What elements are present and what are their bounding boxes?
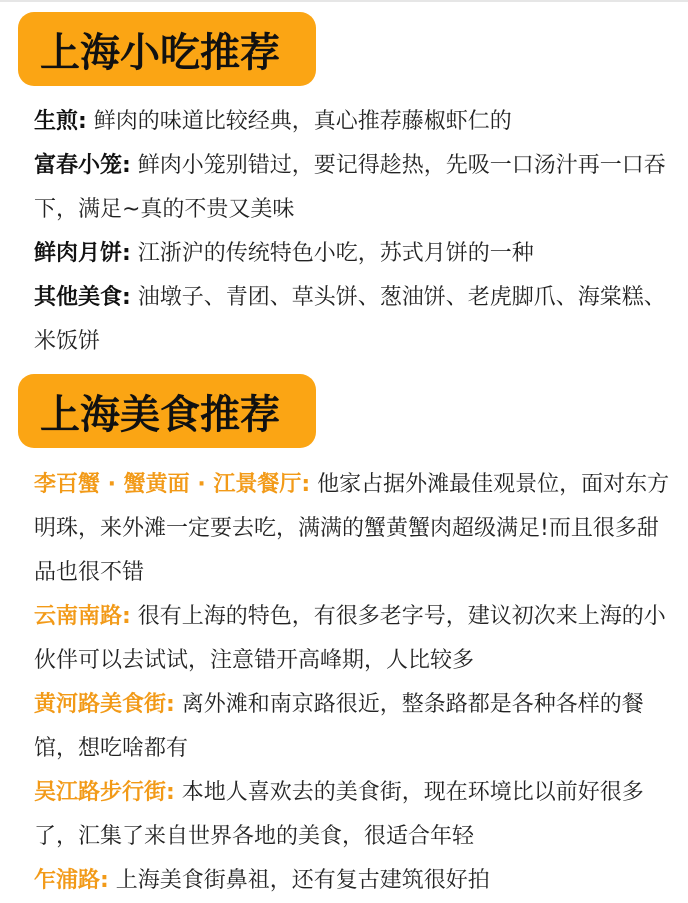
- list-item-mooncake: [34, 232, 674, 276]
- entry-text: 江浙沪的传统特色小吃，苏式月饼的一种: [130, 241, 534, 266]
- entry-label: 黄河路美食街:: [34, 692, 175, 717]
- entry-label: 富春小笼:: [34, 153, 131, 178]
- food-list: [34, 463, 674, 903]
- section-title-snacks: 上海小吃推荐: [18, 12, 316, 86]
- entry-label: 鲜肉月饼:: [34, 241, 131, 266]
- entry-label: 吴江路步行街:: [34, 780, 175, 805]
- list-item-other-foods: [34, 276, 674, 364]
- entry-text: 本地人喜欢去的美食街，现在环境比以前好很多了，汇集了来自世界各地的美食，很适合年轻: [34, 780, 644, 849]
- entry-text: 很有上海的特色，有很多老字号，建议初次来上海的小伙伴可以去试试，注意错开高峰期，人比较多: [34, 604, 666, 673]
- entry-label: 李百蟹 · 蟹黄面 · 江景餐厅:: [34, 472, 311, 497]
- section-title-food: 上海美食推荐: [18, 374, 316, 448]
- list-item-libaixie: [34, 463, 674, 595]
- list-item-yunnan-road: [34, 595, 674, 683]
- list-item-zhapu-road: [34, 859, 674, 903]
- list-item-shengjian: [34, 100, 674, 144]
- entry-text: 鲜肉的味道比较经典，真心推荐藤椒虾仁的: [86, 109, 512, 134]
- entry-label: 生煎:: [34, 109, 87, 134]
- entry-label: 云南南路:: [34, 604, 131, 629]
- top-divider: [0, 0, 688, 2]
- entry-text: 上海美食街鼻祖，还有复古建筑很好拍: [108, 868, 490, 893]
- list-item-huanghe-road: [34, 683, 674, 771]
- entry-text: 鲜肉小笼别错过，要记得趁热，先吸一口汤汁再一口吞下，满足~真的不贵又美味: [34, 153, 666, 222]
- entry-text: 油墩子、青团、草头饼、葱油饼、老虎脚爪、海棠糕、米饭饼: [34, 285, 666, 354]
- entry-label: 其他美食:: [34, 285, 131, 310]
- list-item-wujiang-road: [34, 771, 674, 859]
- list-item-fuchun-xiaolong: [34, 144, 674, 232]
- entry-text: 离外滩和南京路很近，整条路都是各种各样的餐馆，想吃啥都有: [34, 692, 644, 761]
- snacks-list: [34, 100, 674, 364]
- entry-text: 他家占据外滩最佳观景位，面对东方明珠，来外滩一定要去吃，满满的蟹黄蟹肉超级满足!而且很多甜品也很不错: [34, 472, 670, 585]
- entry-label: 乍浦路:: [34, 868, 109, 893]
